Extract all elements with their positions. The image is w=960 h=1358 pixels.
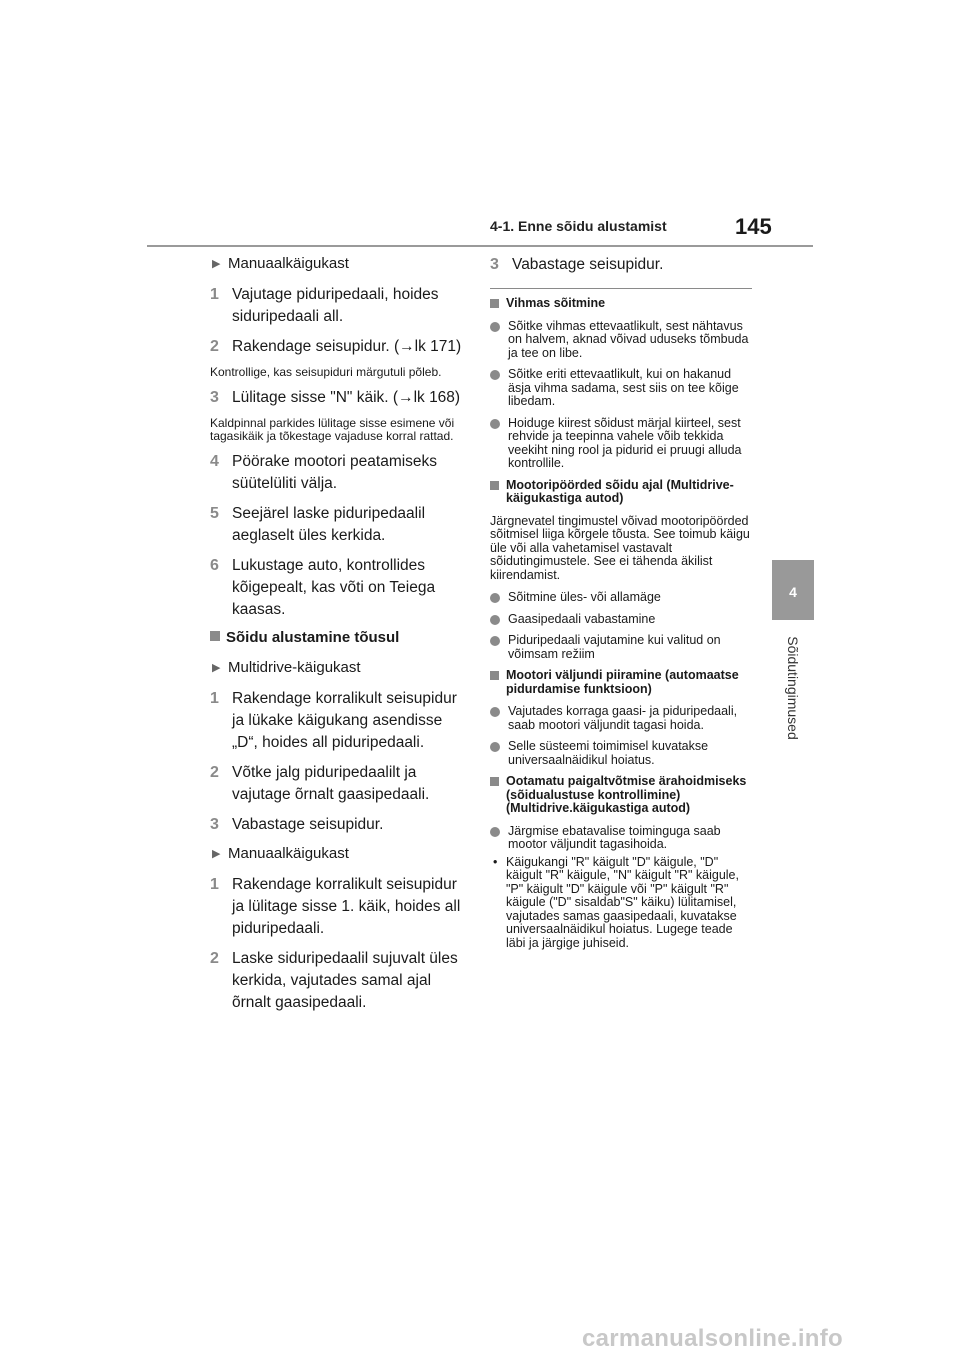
square-bullet-icon	[490, 299, 499, 308]
chapter-label: Sõidutingimused	[785, 636, 801, 740]
small-dot-icon: •	[493, 854, 498, 869]
step-number: 2	[210, 338, 219, 355]
bullet-item: Sõitke vihmas ettevaatlikult, sest nähtavus on halvem, aknad võivad udusеks tõmbuda ja tee on libe.	[490, 320, 752, 361]
page-number: 145	[735, 214, 772, 239]
step	[210, 688, 466, 754]
subheading-manual: ▶ Manuaalkäigukast	[212, 255, 349, 272]
step	[210, 336, 466, 358]
note: Kontrollige, kas seisupiduri märgutuli põleb.	[210, 365, 442, 379]
divider	[490, 288, 752, 289]
circle-bullet-icon	[490, 742, 500, 752]
section-heading: Vihmas sõitmine	[490, 297, 752, 311]
step	[210, 874, 466, 940]
step-text: Võtke jalg piduripedaalilt ja vajutage õrnalt gaasipedaali.	[232, 764, 430, 803]
section-heading: Ootamatu paigaltvõtmise ärahoidmiseks (sõidualustuse kontrollimine) (Multidrive.käigukastiga autod)	[490, 775, 752, 816]
bullet-item: Järgmise ebatavalise toiminguga saab mootor väljundit tagasihoida.	[490, 825, 752, 852]
step-number: 4	[210, 453, 219, 470]
step-number: 3	[210, 389, 219, 406]
section-heading: Sõidu alustamine tõusul	[210, 629, 466, 646]
circle-bullet-icon	[490, 322, 500, 332]
watermark: carmanualsonline.info	[582, 1325, 844, 1352]
step-number: 2	[210, 764, 219, 781]
chapter-tab	[772, 560, 814, 620]
step-text: Vabastage seisupidur.	[232, 816, 384, 833]
step-number: 1	[210, 876, 219, 893]
square-bullet-icon	[210, 631, 220, 641]
circle-bullet-icon	[490, 827, 500, 837]
step-number: 3	[210, 816, 219, 833]
step-text: Rakendage korralikult seisupidur ja lülitage sisse 1. käik, hoides all piduripedaali.	[232, 876, 461, 937]
step	[210, 762, 466, 806]
triangle-icon: ▶	[212, 258, 221, 270]
bullet-item: Piduripedaali vajutamine kui valitud on võimsam režiim	[490, 634, 752, 661]
bullet-item: Hoiduge kiirest sõidust märjal kiirteel, sest rehvide ja teepinna vahele võib tekkida veekiht ning rool ja pidurid ei pruugi alluda kontrollile.	[490, 417, 752, 471]
circle-bullet-icon	[490, 636, 500, 646]
step-text: Pöörake mootori peatamiseks süütelüliti välja.	[232, 453, 438, 492]
section-heading: Mootoripöörded sõidu ajal (Multidrive-käigukastiga autod)	[490, 479, 752, 506]
bullet-item: Vajutades korraga gaasi- ja piduripedaali, saab mootori väljundit tagasi hoida.	[490, 705, 752, 732]
step-number: 1	[210, 690, 219, 707]
step	[490, 254, 752, 276]
paragraph: Järgnevatel tingimustel võivad mootoripöörded sõitmisel liiga kõrgele tõusta. See toimub käigu üle või alla vahetamisel vastavalt sõidutingimustele. See ei tähenda äkilist kiirendamist.	[490, 513, 750, 582]
left-column	[210, 254, 466, 1022]
bullet-item: Gaasipedaali vabastamine	[490, 613, 752, 627]
bullet-item: Sõitmine üles- või allamäge	[490, 591, 752, 605]
section-heading: Mootori väljundi piiramine (automaatse pidurdamise funktsioon)	[490, 669, 752, 696]
triangle-icon: ▶	[212, 662, 221, 674]
square-bullet-icon	[490, 777, 499, 786]
subheading-multidrive: ▶ Multidrive-käigukast	[212, 659, 361, 676]
sub-bullet-item: • Käigukangi "R" käigult "D" käigule, "D" käigult "R" käigule, "N" käigult "R" käigule, "P" käigult "D" käigule või "P" käigult "R" käigule ("D" sisaldab"S" käiku) lülitamisel, vajutades samas gaasipedaali, kuvatakse universaalnäidikul hoiatus. Lugege teade läbi ja järgige juhiseid.	[493, 854, 739, 950]
step-text: Seejärel laske piduripedaalil aeglaselt üles kerkida.	[232, 505, 426, 544]
circle-bullet-icon	[490, 615, 500, 625]
step-text: Rakendage korralikult seisupidur ja lükake käigukang asendisse „D“, hoides all piduripedaali.	[232, 690, 457, 751]
step-text: Vajutage piduripedaali, hoides siduripedaali all.	[232, 286, 439, 325]
circle-bullet-icon	[490, 370, 500, 380]
step	[210, 284, 466, 328]
step-text: Lülitage sisse "N" käik. (→lk 168)	[232, 389, 461, 406]
step	[210, 948, 466, 1014]
note: Kaldpinnal parkides lülitage sisse esimene või tagasikäik ja tõkestage vajaduse korral rattad.	[210, 416, 455, 443]
step-text: Laske siduripedaalil sujuvalt üles kerkida, vajutades samal ajal õrnalt gaasipedaali.	[232, 950, 458, 1011]
step-number: 1	[210, 286, 219, 303]
chapter-number: 4	[789, 584, 797, 600]
step	[210, 814, 466, 836]
section-title: 4-1. Enne sõidu alustamist	[490, 218, 667, 234]
step-text: Vabastage seisupidur.	[512, 256, 664, 273]
step-number: 3	[490, 256, 499, 273]
subheading-manual: ▶ Manuaalkäigukast	[212, 845, 349, 862]
circle-bullet-icon	[490, 593, 500, 603]
bullet-item: Sõitke eriti ettevaatlikult, kui on hakanud äsja vihma sadama, sest siis on tee kõige libedam.	[490, 368, 752, 409]
step	[210, 503, 466, 547]
bullet-item: Selle süsteemi toimimisel kuvatakse universaalnäidikul hoiatus.	[490, 740, 752, 767]
step	[210, 451, 466, 495]
square-bullet-icon	[490, 671, 499, 680]
circle-bullet-icon	[490, 419, 500, 429]
step-text: Lukustage auto, kontrollides kõigepealt, kas võti on Teiega kaasas.	[232, 557, 436, 618]
square-bullet-icon	[490, 481, 499, 490]
step	[210, 387, 466, 409]
step-number: 2	[210, 950, 219, 967]
circle-bullet-icon	[490, 707, 500, 717]
step	[210, 555, 466, 621]
step-number: 5	[210, 505, 219, 522]
header-rule	[147, 245, 813, 247]
triangle-icon: ▶	[212, 848, 221, 860]
step-text: Rakendage seisupidur. (→lk 171)	[232, 338, 462, 355]
step-number: 6	[210, 557, 219, 574]
right-column	[490, 254, 752, 950]
